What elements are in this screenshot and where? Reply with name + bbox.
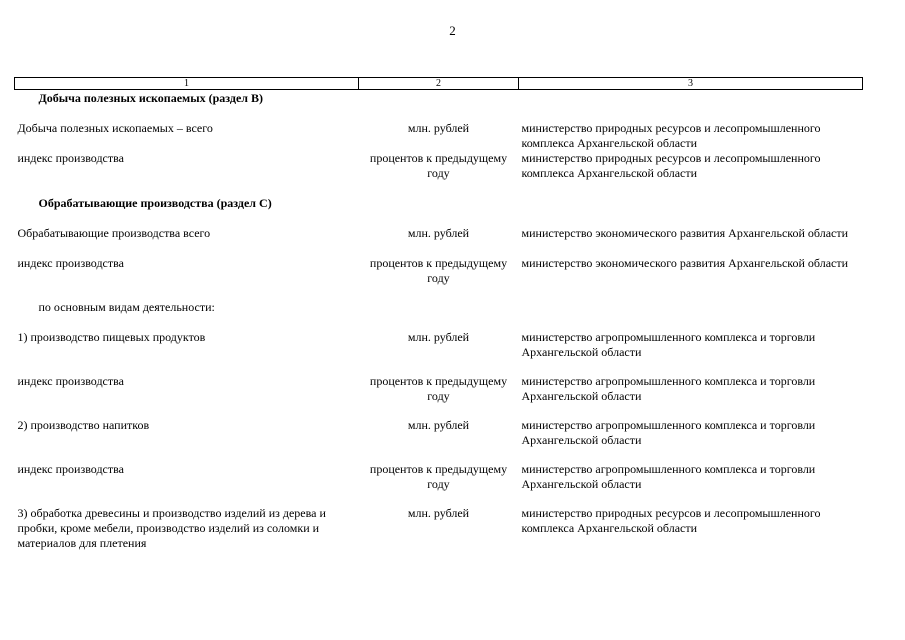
column-number-2: 2 (359, 78, 519, 90)
indicator-cell: Добыча полезных ископаемых – всего (17, 121, 213, 135)
subheading: по основным видам деятельности: (38, 300, 215, 314)
indicators-table (14, 77, 863, 552)
column-number-1: 1 (15, 78, 359, 90)
unit-cell: процентов к предыдущему году (369, 256, 508, 285)
source-cell: министерство экономического развития Архангельской области (521, 226, 849, 240)
table-body (15, 90, 863, 553)
unit-cell: млн. рублей (407, 226, 470, 240)
table-row (15, 330, 863, 374)
source-cell: министерство агропромышленного комплекса и торговли Архангельской области (521, 462, 816, 491)
indicator-cell: индекс производства (17, 374, 124, 388)
unit-cell: млн. рублей (407, 506, 470, 520)
table-row (15, 374, 863, 418)
source-cell: министерство агропромышленного комплекса и торговли Архангельской области (521, 374, 816, 403)
source-cell: министерство агропромышленного комплекса и торговли Архангельской области (521, 418, 816, 447)
indicator-cell: индекс производства (17, 151, 124, 165)
indicator-cell: Обрабатывающие производства всего (17, 226, 211, 240)
indicator-cell: 2) производство напитков (17, 418, 150, 432)
subheading-row (15, 300, 863, 330)
table-row (15, 107, 863, 151)
unit-cell: млн. рублей (407, 330, 470, 344)
table-row (15, 151, 863, 195)
section-heading-row (15, 90, 863, 108)
table-row (15, 212, 863, 256)
column-number-3: 3 (519, 78, 863, 90)
indicator-cell: индекс производства (17, 462, 124, 476)
section-heading: Добыча полезных ископаемых (раздел B) (38, 91, 263, 105)
unit-cell: процентов к предыдущему году (369, 462, 508, 491)
unit-cell: процентов к предыдущему году (369, 374, 508, 403)
source-cell: министерство экономического развития Архангельской области (521, 256, 849, 270)
source-cell: министерство природных ресурсов и лесопромышленного комплекса Архангельской области (521, 121, 821, 150)
table-row (15, 462, 863, 506)
indicator-cell: индекс производства (17, 256, 124, 270)
header-row (15, 78, 863, 90)
indicator-cell: 3) обработка древесины и производство изделий из дерева и пробки, кроме мебели, производство изделий из соломки и материалов для плетения (17, 506, 326, 550)
indicator-cell: 1) производство пищевых продуктов (17, 330, 206, 344)
table-row (15, 506, 863, 552)
unit-cell: процентов к предыдущему году (369, 151, 508, 180)
page-number: 2 (449, 23, 456, 38)
table-row (15, 256, 863, 300)
section-heading: Обрабатывающие производства (раздел C) (38, 196, 272, 210)
source-cell: министерство природных ресурсов и лесопромышленного комплекса Архангельской области (521, 151, 821, 180)
section-heading-row (15, 195, 863, 212)
unit-cell: млн. рублей (407, 418, 470, 432)
table-header (15, 78, 863, 90)
table-row (15, 418, 863, 462)
source-cell: министерство природных ресурсов и лесопромышленного комплекса Архангельской области (521, 506, 821, 535)
source-cell: министерство агропромышленного комплекса и торговли Архангельской области (521, 330, 816, 359)
unit-cell: млн. рублей (407, 121, 470, 135)
